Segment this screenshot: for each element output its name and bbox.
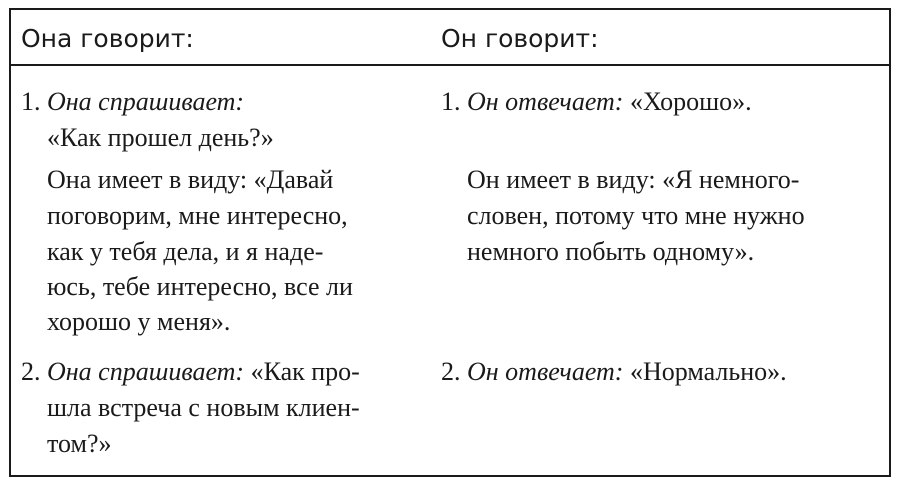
row1-right-meaning-3: немного побыть одному». xyxy=(467,237,755,266)
header-he-says: Он говорит: xyxy=(441,24,599,53)
row2-right-quote: «Нормально». xyxy=(629,357,787,386)
row2-right-intro: Он отвечает: xyxy=(467,357,624,386)
row1-right-answer xyxy=(441,84,752,119)
row1-left-ask xyxy=(21,84,244,119)
comparison-table xyxy=(9,8,891,477)
row1-left-intro: Она спрашивает: xyxy=(47,87,245,116)
row2-right-answer xyxy=(441,354,787,389)
row2-right-number: 2. xyxy=(441,357,461,386)
row1-left-meaning-4: юсь, тебе интересно, все ли xyxy=(47,272,353,301)
row2-left-quote-3: том?» xyxy=(47,429,112,458)
row1-right-meaning-1: Он имеет в виду: «Я немного- xyxy=(467,165,800,194)
row2-left-quote-2: шла встреча с новым клиен- xyxy=(47,393,360,422)
row1-left-number: 1. xyxy=(21,87,41,116)
header-she-says: Она говорит: xyxy=(21,24,194,53)
row2-left-quote-1: «Как про- xyxy=(250,357,360,386)
row1-right-number: 1. xyxy=(441,87,461,116)
row1-left-meaning-5: хорошо у меня». xyxy=(47,307,231,336)
row2-left-number: 2. xyxy=(21,357,41,386)
table-header xyxy=(11,10,889,66)
row1-left-quote: «Как прошел день?» xyxy=(47,123,274,152)
row1-right-intro: Он отвечает: xyxy=(467,87,624,116)
row2-left-ask xyxy=(21,354,360,389)
row1-right-meaning-2: словен, потому что мне нужно xyxy=(467,201,805,230)
row2-left-intro: Она спрашивает: xyxy=(47,357,245,386)
row1-left-meaning-3: как у тебя дела, и я наде- xyxy=(47,237,324,266)
row1-left-meaning-1: Она имеет в виду: «Давай xyxy=(47,165,334,194)
row1-left-meaning-2: поговорим, мне интересно, xyxy=(47,201,348,230)
row1-right-quote: «Хорошо». xyxy=(629,87,752,116)
